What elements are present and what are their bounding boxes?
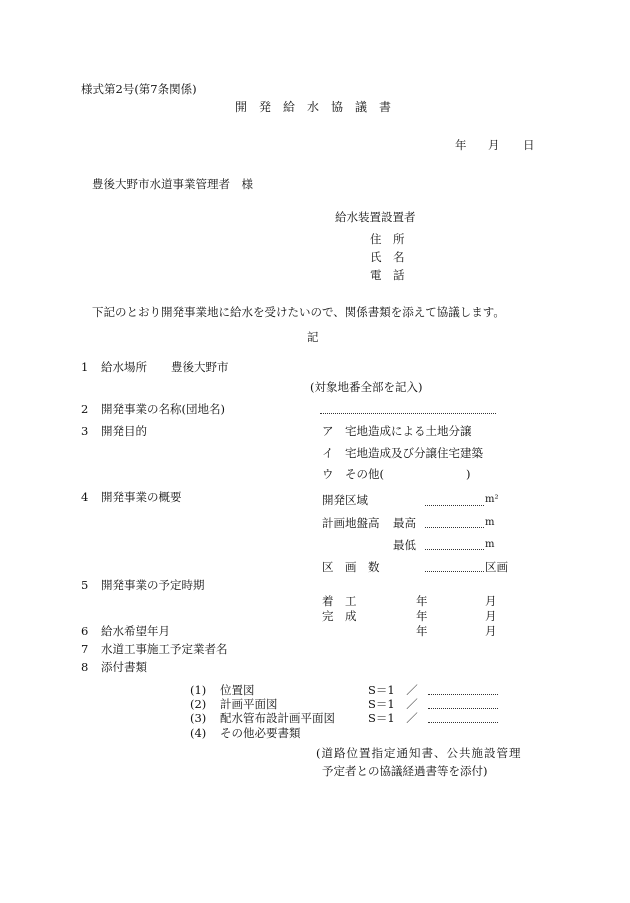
intro-text: 下記のとおり開発事業地に給水を受けたいので、関係書類を添えて協議します。 (92, 305, 505, 319)
attachment-3-scale: S＝1 ／ (368, 711, 418, 725)
item-1-num: 1 (81, 360, 89, 374)
attachment-4-num: (4) (190, 726, 207, 740)
item-4-num: 4 (81, 490, 89, 504)
applicant-heading: 給水装置設置者 (335, 210, 416, 224)
item-2-dotted-line (320, 413, 496, 414)
item-3-option-u-close: ) (466, 467, 471, 481)
attachment-note-line-2: 予定者との協議経過書等を添付) (322, 764, 488, 778)
item-1-note: (対象地番全部を記入) (310, 380, 423, 394)
attachment-2-field (428, 708, 498, 709)
attachment-1-field (428, 694, 498, 695)
attachment-2-scale: S＝1 ／ (368, 697, 418, 711)
attachment-3-field (428, 722, 498, 723)
item-3-label: 開発目的 (101, 424, 147, 438)
item-3-option-u: ウ その他( (322, 467, 384, 481)
page-title: 開 発 給 水 協 議 書 (235, 100, 392, 114)
item-5-num: 5 (81, 578, 89, 592)
attachment-4-name: その他必要書類 (220, 726, 301, 740)
attachment-3-num: (3) (190, 711, 207, 725)
item-4-min-field (425, 549, 484, 550)
attachment-note-line-1: (道路位置指定通知書、公共施設管理 (316, 746, 522, 760)
item-3-option-a: ア 宅地造成による土地分譲 (322, 424, 472, 438)
item-5-start-month: 月 (485, 594, 497, 608)
item-5-start-label: 着 工 (322, 594, 357, 608)
item-3-num: 3 (81, 424, 89, 438)
attachment-1-num: (1) (190, 683, 207, 697)
attachment-3-name: 配水管布設計画平面図 (220, 711, 335, 725)
item-4-min-label: 最低 (393, 538, 416, 552)
date-year: 年 (455, 138, 467, 152)
attachment-2-name: 計画平面図 (220, 697, 278, 711)
item-5-label: 開発事業の予定時期 (101, 578, 205, 592)
item-6-month: 月 (485, 624, 497, 638)
item-5-finish-year: 年 (416, 609, 428, 623)
item-4-max-field (425, 527, 484, 528)
item-6-label: 給水希望年月 (101, 624, 170, 638)
item-4-label: 開発事業の概要 (101, 490, 182, 504)
applicant-address: 住 所 (370, 232, 405, 246)
applicant-phone: 電 話 (370, 268, 405, 282)
item-5-start-year: 年 (416, 594, 428, 608)
applicant-name: 氏 名 (370, 250, 405, 264)
item-6-num: 6 (81, 624, 89, 638)
item-4-lots-unit: 区画 (485, 560, 508, 574)
item-1-value: 豊後大野市 (171, 360, 229, 374)
item-7-num: 7 (81, 642, 89, 656)
item-4-lots-label: 区 画 数 (322, 560, 380, 574)
item-1-label: 給水場所 (101, 360, 147, 374)
item-4-min-unit: m (485, 539, 495, 550)
item-8-num: 8 (81, 660, 89, 674)
item-7-label: 水道工事施工予定業者名 (101, 642, 228, 656)
item-4-area-field (425, 505, 484, 506)
date-day: 日 (523, 138, 535, 152)
item-4-lots-field (425, 571, 484, 572)
item-3-option-i: イ 宅地造成及び分譲住宅建築 (322, 446, 483, 460)
item-4-ground-label: 計画地盤高 (322, 516, 380, 530)
item-2-label: 開発事業の名称(団地名) (101, 402, 225, 416)
attachment-2-num: (2) (190, 697, 207, 711)
date-month: 月 (488, 138, 500, 152)
item-5-finish-label: 完 成 (322, 609, 357, 623)
attachment-1-name: 位置図 (220, 683, 255, 697)
item-2-num: 2 (81, 402, 89, 416)
addressee: 豊後大野市水道事業管理者 様 (92, 177, 253, 191)
item-5-finish-month: 月 (485, 609, 497, 623)
item-4-area-label: 開発区域 (322, 493, 368, 507)
item-4-max-unit: m (485, 517, 495, 528)
item-4-area-unit: m² (485, 494, 499, 505)
item-6-year: 年 (416, 624, 428, 638)
item-8-label: 添付書類 (101, 660, 147, 674)
item-4-max-label: 最高 (393, 516, 416, 530)
form-label: 様式第2号(第7条関係) (81, 82, 197, 96)
attachment-1-scale: S＝1 ／ (368, 683, 418, 697)
ki-heading: 記 (307, 330, 319, 344)
